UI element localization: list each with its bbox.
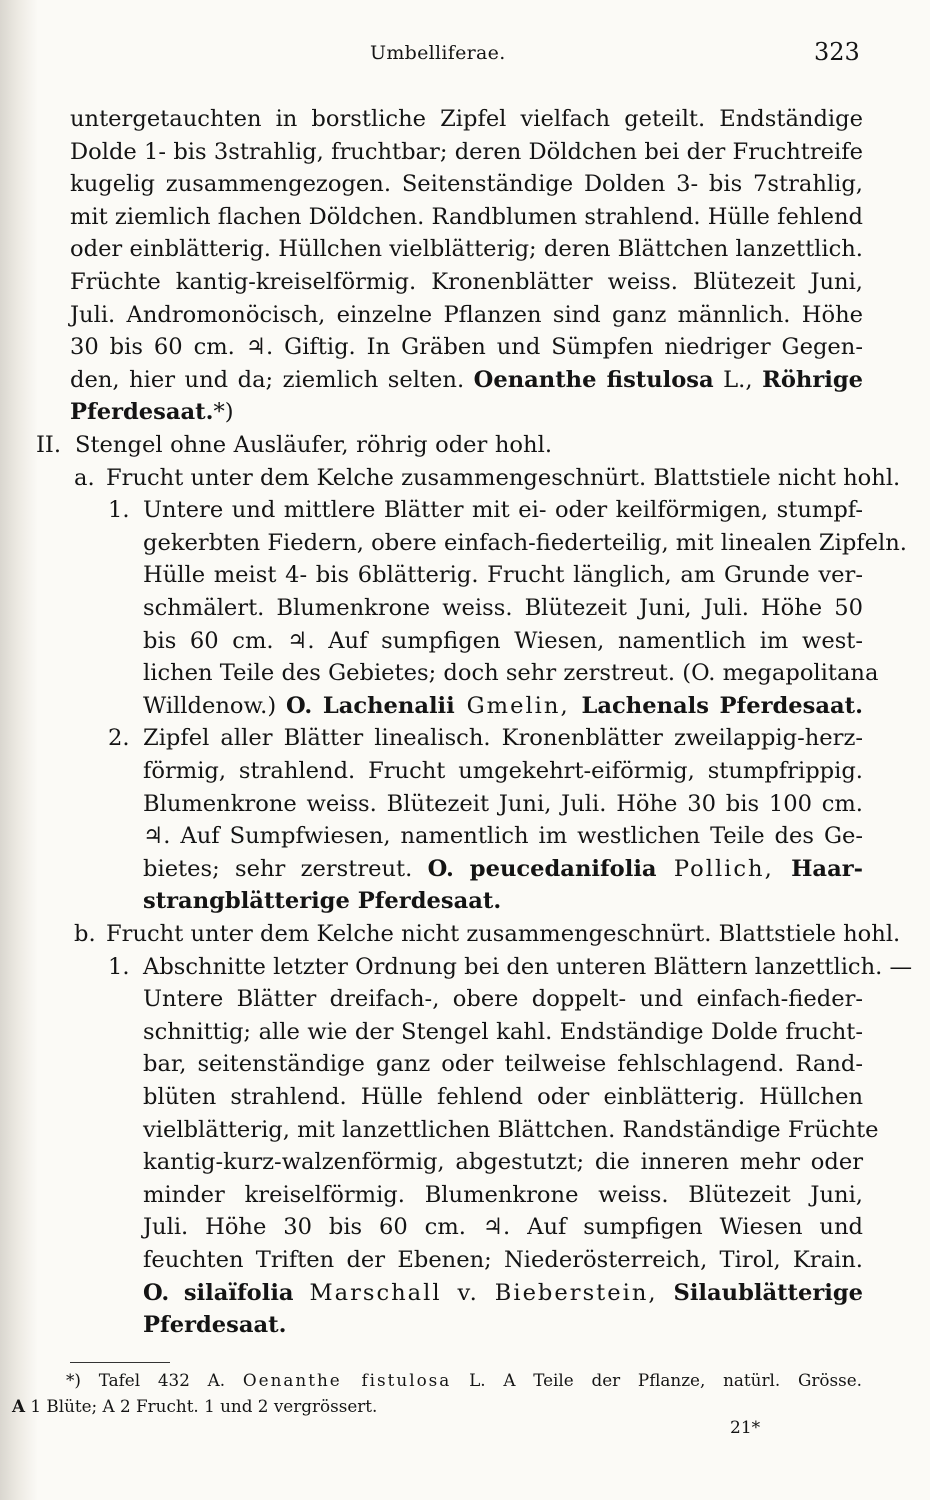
text-line — [70, 396, 234, 429]
footnote-line: *) Tafel 432 A. Oenanthe fistulosa L. A Teile der Pflanze, natürl. Grösse. — [66, 1370, 862, 1390]
text-line: mit ziemlich flachen Döldchen. Randblumen strahlend. Hülle fehlend — [70, 203, 863, 230]
running-head-title: Umbelliferae. — [370, 42, 506, 64]
text-line: ♃. Auf Sumpfwiesen, namentlich im westlichen Teile des Ge- — [143, 823, 863, 850]
common-name: Lachenals Pferdesaat. — [581, 692, 863, 719]
author-name: Gmelin, — [454, 692, 582, 719]
text-line: Juli. Höhe 30 bis 60 cm. ♃. Auf sumpfigen Wiesen und — [143, 1214, 863, 1241]
species-name: O. silaïfolia — [143, 1279, 294, 1306]
footnote-line: A 1 Blüte; A 2 Frucht. 1 und 2 vergrössert. — [12, 1396, 378, 1416]
text-line: gekerbten Fiedern, obere einfach-fiederteilig, mit linealen Zipfeln. — [143, 529, 907, 556]
common-name: Röhrige — [762, 366, 863, 393]
author-name: Pollich, — [656, 855, 792, 882]
text-line: Blumenkrone weiss. Blütezeit Juni, Juli. Höhe 30 bis 100 cm. — [143, 790, 863, 817]
subsection-label: a. — [74, 464, 95, 491]
text-line: Untere und mittlere Blätter mit ei- oder keilförmigen, stumpf- — [143, 497, 863, 524]
text-line: Hülle meist 4- bis 6blätterig. Frucht länglich, am Grunde ver- — [143, 562, 863, 589]
text-line — [143, 885, 501, 918]
text-line: Frucht unter dem Kelche zusammengeschnürt. Blattstiele nicht hohl. — [106, 464, 901, 491]
item-number: 1. — [108, 497, 130, 524]
text-line: schnittig; alle wie der Stengel kahl. Endständige Dolde frucht- — [143, 1018, 863, 1045]
common-name: Haar- — [791, 855, 863, 882]
section-label: II. — [36, 432, 62, 458]
text-line: blüten strahlend. Hülle fehlend oder einblätterig. Hüllchen — [143, 1084, 863, 1110]
text-line: bietes; sehr zerstreut. O. peucedanifolia Pollich, Haar- — [143, 855, 863, 882]
signature-mark: 21* — [730, 1418, 761, 1438]
common-name: Pferdesaat. — [143, 1312, 287, 1339]
text-line: Willdenow.) O. Lachenalii Gmelin, Lachenals Pferdesaat. — [143, 692, 863, 719]
text-line: vielblätterig, mit lanzettlichen Blättchen. Randständige Früchte — [143, 1116, 879, 1143]
text-line: 30 bis 60 cm. ♃. Giftig. In Gräben und Sümpfen niedriger Gegen- — [70, 334, 863, 361]
common-name: Pferdesaat. — [70, 399, 214, 426]
text-line: Juli. Andromonöcisch, einzelne Pflanzen sind ganz männlich. Höhe — [70, 301, 863, 328]
text-line: lichen Teile des Gebietes; doch sehr zerstreut. (O. megapolitana — [143, 660, 879, 687]
subsection-label: b. — [74, 921, 96, 947]
text-line: oder einblätterig. Hüllchen vielblätterig; deren Blättchen lanzettlich. — [70, 236, 863, 263]
text-line: kantig-kurz-walzenförmig, abgestutzt; die inneren mehr oder — [143, 1149, 863, 1176]
text-line: bar, seitenständige ganz oder teilweise fehlschlagend. Rand- — [143, 1051, 863, 1078]
footnote-species: Oenanthe fistulosa — [242, 1370, 452, 1390]
text-line: Abschnitte letzter Ordnung bei den unteren Blättern lanzettlich. — — [143, 953, 913, 980]
running-head — [0, 38, 930, 72]
common-name: strangblätterige Pferdesaat. — [143, 888, 502, 915]
text-line: Frucht unter dem Kelche nicht zusammengeschnürt. Blattstiele hohl. — [106, 921, 901, 947]
text-line: Zipfel aller Blätter linealisch. Kronenblätter zweilappig-herz- — [143, 725, 863, 752]
text-line: Stengel ohne Ausläufer, röhrig oder hohl. — [75, 432, 552, 458]
text-line: feuchten Triften der Ebenen; Niederösterreich, Tirol, Krain. — [143, 1247, 863, 1273]
text-line: Dolde 1- bis 3strahlig, fruchtbar; deren Döldchen bei der Fruchtreife — [70, 138, 863, 165]
text-line: untergetauchten in borstliche Zipfel vielfach geteilt. Endständige — [70, 106, 863, 132]
text-line: Früchte kantig-kreiselförmig. Kronenblätter weiss. Blütezeit Juni, — [70, 269, 863, 295]
item-number: 2. — [108, 725, 130, 752]
text-line: Untere Blätter dreifach-, obere doppelt- und einfach-fieder- — [143, 986, 863, 1013]
item-number: 1. — [108, 953, 130, 980]
text-line: schmälert. Blumenkrone weiss. Blütezeit Juni, Juli. Höhe 50 — [143, 595, 863, 621]
footnote-rule — [70, 1362, 170, 1363]
text-line — [143, 1277, 863, 1310]
text-line: den, hier und da; ziemlich selten. Oenanthe fistulosa L., Röhrige — [70, 366, 863, 393]
text-line: förmig, strahlend. Frucht umgekehrt-eiförmig, stumpfrippig. — [143, 758, 863, 784]
text-line: bis 60 cm. ♃. Auf sumpfigen Wiesen, namentlich im west- — [143, 627, 863, 654]
author-name: Marschall v. Bieberstein, — [293, 1279, 674, 1306]
species-name: Oenanthe fistulosa — [473, 366, 714, 393]
species-name: O. Lachenalii — [286, 692, 455, 719]
page-number: 323 — [814, 38, 860, 66]
scan-edge-shadow — [0, 0, 38, 1500]
species-name: O. peucedanifolia — [427, 855, 657, 882]
text-line — [143, 1309, 286, 1342]
footnote-marker: *) — [213, 399, 234, 426]
text-line: minder kreiselförmig. Blumenkrone weiss. Blütezeit Juni, — [143, 1181, 863, 1208]
common-name: Silaublätterige — [673, 1279, 863, 1306]
text-line: kugelig zusammengezogen. Seitenständige Dolden 3- bis 7strahlig, — [70, 171, 863, 198]
